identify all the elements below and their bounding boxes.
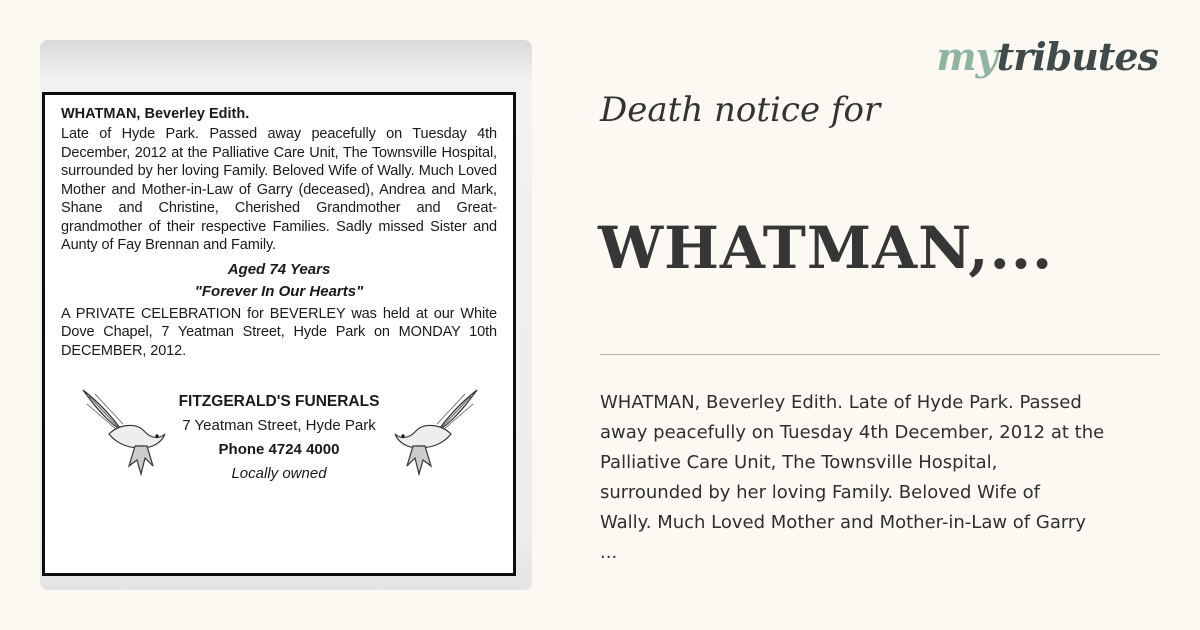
logo-my: my xyxy=(936,34,997,79)
funeral-tagline: Locally owned xyxy=(231,465,327,482)
page-heading: Death notice for xyxy=(600,90,881,130)
funeral-details xyxy=(61,390,497,486)
logo-tributes: tributes xyxy=(996,34,1158,79)
mytributes-logo[interactable] xyxy=(936,34,1158,79)
funeral-name: FITZGERALD'S FUNERALS xyxy=(178,393,380,410)
notice-service: A PRIVATE CELEBRATION for BEVERLEY was held at our White Dove Chapel, 7 Yeatman Street, Hyde Park on MONDAY 10th DECEMBER, 2012. xyxy=(61,305,497,359)
divider xyxy=(600,354,1160,355)
funeral-address: 7 Yeatman Street, Hyde Park xyxy=(182,417,376,434)
funeral-director-block xyxy=(61,382,497,492)
funeral-phone: Phone 4724 4000 xyxy=(218,441,340,458)
deceased-name-title: WHATMAN,... xyxy=(598,214,1054,282)
notice-excerpt: WHATMAN, Beverley Edith. Late of Hyde Park. Passed away peacefully on Tuesday 4th December, 2012 at the Palliative Care Unit, The Townsville Hospital, surrounded by her loving Family. Beloved Wife of Wally. Much Loved Mother and Mother-in-Law of Garry ... xyxy=(600,392,1105,563)
notice-name: WHATMAN, Beverley Edith. xyxy=(61,106,250,122)
notice-image-card xyxy=(40,40,532,590)
notice-age: Aged 74 Years xyxy=(227,260,331,278)
newspaper-death-notice xyxy=(42,92,516,576)
notice-body: Late of Hyde Park. Passed away peacefully on Tuesday 4th December, 2012 at the Palliative Care Unit, The Townsville Hospital, surrounded by her loving Family. Beloved Wife of Wally. Much Loved Mother and Mother-in-Law of Garry (deceased), Andrea and Mark, Shane and Christine, Cherished Grandmother and Great-grandmother of their respective Families. Sadly missed Sister and Aunty of Fay Brennan and Family. xyxy=(61,126,497,253)
notice-quote: "Forever In Our Hearts" xyxy=(194,282,364,300)
